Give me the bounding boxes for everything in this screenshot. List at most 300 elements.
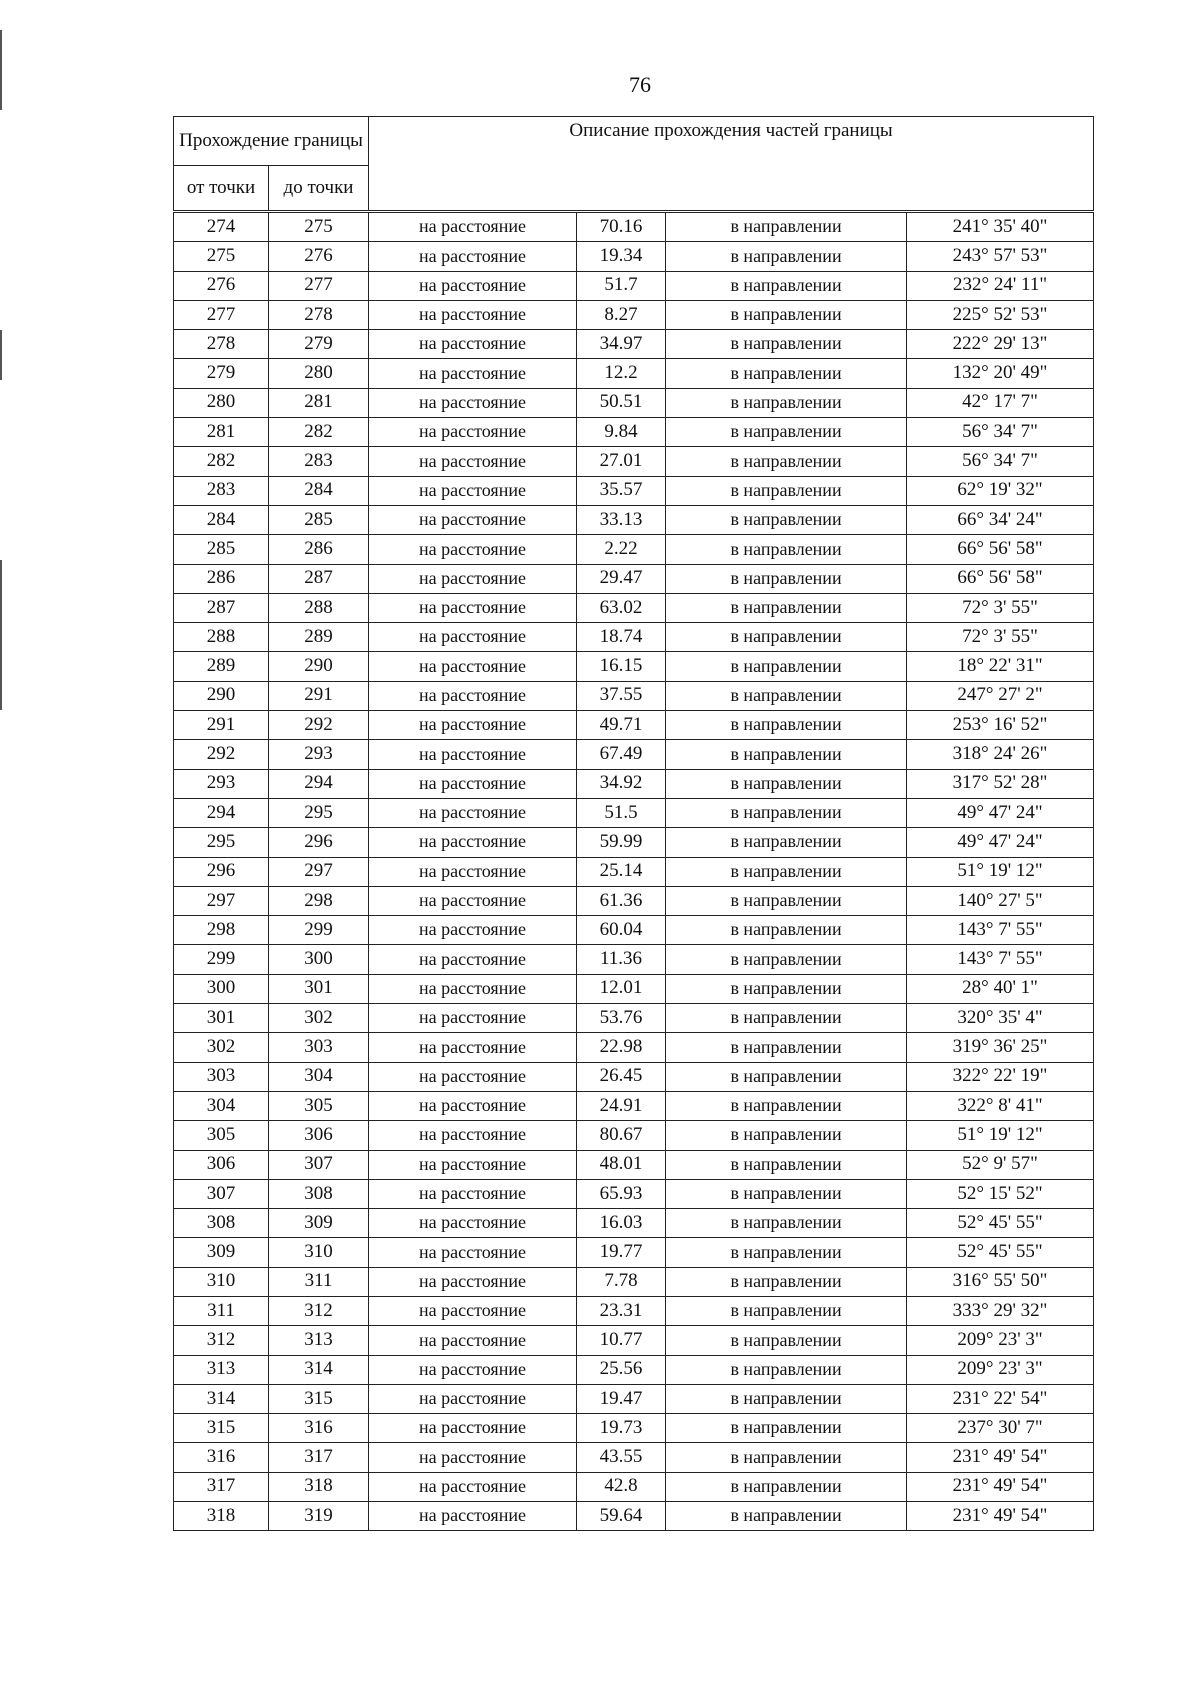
table-row xyxy=(174,359,1094,388)
to-point-cell: 319 xyxy=(269,1502,369,1531)
distance-label-cell: на расстояние xyxy=(369,1355,577,1384)
to-point-cell: 285 xyxy=(269,505,369,534)
to-point-cell: 305 xyxy=(269,1091,369,1120)
azimuth-cell: 231° 49' 54" xyxy=(907,1443,1094,1472)
distance-value-cell: 67.49 xyxy=(577,740,666,769)
from-point-cell: 293 xyxy=(174,769,269,798)
distance-value-cell: 9.84 xyxy=(577,418,666,447)
direction-label-cell: в направлении xyxy=(666,388,907,417)
distance-label-cell: на расстояние xyxy=(369,1033,577,1062)
to-point-cell: 307 xyxy=(269,1150,369,1179)
direction-label-cell: в направлении xyxy=(666,1033,907,1062)
distance-value-cell: 49.71 xyxy=(577,711,666,740)
direction-label-cell: в направлении xyxy=(666,447,907,476)
azimuth-cell: 143° 7' 55" xyxy=(907,945,1094,974)
from-point-cell: 276 xyxy=(174,271,269,300)
azimuth-cell: 225° 52' 53" xyxy=(907,300,1094,329)
distance-label-cell: на расстояние xyxy=(369,1121,577,1150)
distance-label-cell: на расстояние xyxy=(369,1502,577,1531)
direction-label-cell: в направлении xyxy=(666,1472,907,1501)
to-point-cell: 297 xyxy=(269,857,369,886)
from-point-cell: 287 xyxy=(174,593,269,622)
direction-label-cell: в направлении xyxy=(666,242,907,271)
distance-value-cell: 61.36 xyxy=(577,886,666,915)
table-row xyxy=(174,300,1094,329)
from-point-cell: 301 xyxy=(174,1004,269,1033)
distance-value-cell: 80.67 xyxy=(577,1121,666,1150)
distance-value-cell: 19.47 xyxy=(577,1384,666,1413)
azimuth-cell: 28° 40' 1" xyxy=(907,974,1094,1003)
distance-value-cell: 11.36 xyxy=(577,945,666,974)
table-row xyxy=(174,769,1094,798)
distance-value-cell: 65.93 xyxy=(577,1179,666,1208)
azimuth-cell: 318° 24' 26" xyxy=(907,740,1094,769)
distance-label-cell: на расстояние xyxy=(369,1091,577,1120)
direction-label-cell: в направлении xyxy=(666,1502,907,1531)
to-point-cell: 277 xyxy=(269,271,369,300)
direction-label-cell: в направлении xyxy=(666,916,907,945)
table-row xyxy=(174,1121,1094,1150)
distance-value-cell: 34.97 xyxy=(577,330,666,359)
from-point-cell: 283 xyxy=(174,476,269,505)
from-point-cell: 279 xyxy=(174,359,269,388)
direction-label-cell: в направлении xyxy=(666,330,907,359)
direction-label-cell: в направлении xyxy=(666,476,907,505)
azimuth-cell: 241° 35' 40" xyxy=(907,212,1094,242)
to-point-cell: 292 xyxy=(269,711,369,740)
distance-value-cell: 35.57 xyxy=(577,476,666,505)
to-point-cell: 275 xyxy=(269,212,369,242)
azimuth-cell: 66° 56' 58" xyxy=(907,564,1094,593)
azimuth-cell: 49° 47' 24" xyxy=(907,828,1094,857)
distance-label-cell: на расстояние xyxy=(369,271,577,300)
azimuth-cell: 231° 49' 54" xyxy=(907,1502,1094,1531)
distance-value-cell: 70.16 xyxy=(577,212,666,242)
to-point-cell: 309 xyxy=(269,1209,369,1238)
azimuth-cell: 243° 57' 53" xyxy=(907,242,1094,271)
direction-label-cell: в направлении xyxy=(666,300,907,329)
from-point-cell: 317 xyxy=(174,1472,269,1501)
distance-label-cell: на расстояние xyxy=(369,1326,577,1355)
table-row xyxy=(174,916,1094,945)
table-body xyxy=(174,212,1094,1531)
distance-value-cell: 25.14 xyxy=(577,857,666,886)
scan-edge-mark xyxy=(0,330,2,380)
table-row xyxy=(174,1004,1094,1033)
from-point-cell: 286 xyxy=(174,564,269,593)
direction-label-cell: в направлении xyxy=(666,945,907,974)
distance-value-cell: 59.99 xyxy=(577,828,666,857)
to-point-cell: 282 xyxy=(269,418,369,447)
azimuth-cell: 66° 34' 24" xyxy=(907,505,1094,534)
azimuth-cell: 52° 15' 52" xyxy=(907,1179,1094,1208)
table-row xyxy=(174,1296,1094,1325)
from-point-cell: 281 xyxy=(174,418,269,447)
distance-value-cell: 19.77 xyxy=(577,1238,666,1267)
table-row xyxy=(174,945,1094,974)
to-point-cell: 313 xyxy=(269,1326,369,1355)
from-point-cell: 313 xyxy=(174,1355,269,1384)
azimuth-cell: 231° 22' 54" xyxy=(907,1384,1094,1413)
to-point-cell: 303 xyxy=(269,1033,369,1062)
distance-label-cell: на расстояние xyxy=(369,652,577,681)
from-point-cell: 288 xyxy=(174,623,269,652)
to-point-cell: 314 xyxy=(269,1355,369,1384)
direction-label-cell: в направлении xyxy=(666,1267,907,1296)
table-row xyxy=(174,242,1094,271)
direction-label-cell: в направлении xyxy=(666,681,907,710)
to-point-cell: 280 xyxy=(269,359,369,388)
azimuth-cell: 51° 19' 12" xyxy=(907,857,1094,886)
direction-label-cell: в направлении xyxy=(666,711,907,740)
table-row xyxy=(174,1091,1094,1120)
table-row xyxy=(174,535,1094,564)
direction-label-cell: в направлении xyxy=(666,769,907,798)
distance-label-cell: на расстояние xyxy=(369,242,577,271)
distance-label-cell: на расстояние xyxy=(369,1209,577,1238)
table-row xyxy=(174,212,1094,242)
from-point-cell: 303 xyxy=(174,1062,269,1091)
to-point-cell: 289 xyxy=(269,623,369,652)
table-row xyxy=(174,593,1094,622)
to-point-cell: 318 xyxy=(269,1472,369,1501)
distance-value-cell: 43.55 xyxy=(577,1443,666,1472)
to-point-cell: 284 xyxy=(269,476,369,505)
distance-value-cell: 8.27 xyxy=(577,300,666,329)
table-row xyxy=(174,1267,1094,1296)
from-point-cell: 315 xyxy=(174,1414,269,1443)
distance-label-cell: на расстояние xyxy=(369,359,577,388)
scan-edge-mark xyxy=(0,560,2,710)
from-point-cell: 297 xyxy=(174,886,269,915)
distance-label-cell: на расстояние xyxy=(369,1150,577,1179)
distance-label-cell: на расстояние xyxy=(369,388,577,417)
from-point-cell: 290 xyxy=(174,681,269,710)
distance-value-cell: 19.34 xyxy=(577,242,666,271)
from-point-cell: 280 xyxy=(174,388,269,417)
azimuth-cell: 140° 27' 5" xyxy=(907,886,1094,915)
to-point-cell: 306 xyxy=(269,1121,369,1150)
distance-value-cell: 23.31 xyxy=(577,1296,666,1325)
distance-label-cell: на расстояние xyxy=(369,535,577,564)
from-point-cell: 306 xyxy=(174,1150,269,1179)
azimuth-cell: 66° 56' 58" xyxy=(907,535,1094,564)
azimuth-cell: 320° 35' 4" xyxy=(907,1004,1094,1033)
distance-value-cell: 37.55 xyxy=(577,681,666,710)
distance-label-cell: на расстояние xyxy=(369,974,577,1003)
distance-value-cell: 25.56 xyxy=(577,1355,666,1384)
distance-label-cell: на расстояние xyxy=(369,564,577,593)
distance-label-cell: на расстояние xyxy=(369,1238,577,1267)
to-point-cell: 295 xyxy=(269,798,369,827)
to-point-cell: 317 xyxy=(269,1443,369,1472)
distance-label-cell: на расстояние xyxy=(369,857,577,886)
direction-label-cell: в направлении xyxy=(666,359,907,388)
to-point-cell: 315 xyxy=(269,1384,369,1413)
to-point-cell: 308 xyxy=(269,1179,369,1208)
azimuth-cell: 49° 47' 24" xyxy=(907,798,1094,827)
direction-label-cell: в направлении xyxy=(666,886,907,915)
to-point-cell: 312 xyxy=(269,1296,369,1325)
distance-value-cell: 59.64 xyxy=(577,1502,666,1531)
direction-label-cell: в направлении xyxy=(666,1355,907,1384)
azimuth-cell: 56° 34' 7" xyxy=(907,447,1094,476)
from-point-cell: 282 xyxy=(174,447,269,476)
to-point-cell: 288 xyxy=(269,593,369,622)
page-number: 76 xyxy=(629,72,651,97)
direction-label-cell: в направлении xyxy=(666,828,907,857)
table-row xyxy=(174,886,1094,915)
azimuth-cell: 232° 24' 11" xyxy=(907,271,1094,300)
table-row xyxy=(174,1502,1094,1531)
direction-label-cell: в направлении xyxy=(666,1150,907,1179)
direction-label-cell: в направлении xyxy=(666,535,907,564)
distance-value-cell: 60.04 xyxy=(577,916,666,945)
distance-value-cell: 24.91 xyxy=(577,1091,666,1120)
to-point-cell: 296 xyxy=(269,828,369,857)
table-row xyxy=(174,652,1094,681)
from-point-cell: 296 xyxy=(174,857,269,886)
table-row xyxy=(174,418,1094,447)
distance-value-cell: 48.01 xyxy=(577,1150,666,1179)
from-point-cell: 285 xyxy=(174,535,269,564)
table-row xyxy=(174,1443,1094,1472)
azimuth-cell: 62° 19' 32" xyxy=(907,476,1094,505)
table-row xyxy=(174,330,1094,359)
direction-label-cell: в направлении xyxy=(666,418,907,447)
from-point-cell: 295 xyxy=(174,828,269,857)
to-point-cell: 281 xyxy=(269,388,369,417)
to-point-cell: 290 xyxy=(269,652,369,681)
table-row xyxy=(174,1384,1094,1413)
distance-value-cell: 63.02 xyxy=(577,593,666,622)
azimuth-cell: 56° 34' 7" xyxy=(907,418,1094,447)
azimuth-cell: 222° 29' 13" xyxy=(907,330,1094,359)
azimuth-cell: 317° 52' 28" xyxy=(907,769,1094,798)
distance-label-cell: на расстояние xyxy=(369,711,577,740)
to-point-cell: 310 xyxy=(269,1238,369,1267)
distance-label-cell: на расстояние xyxy=(369,447,577,476)
direction-label-cell: в направлении xyxy=(666,623,907,652)
header-description: Описание прохождения частей границы xyxy=(369,117,1094,212)
to-point-cell: 294 xyxy=(269,769,369,798)
distance-label-cell: на расстояние xyxy=(369,916,577,945)
direction-label-cell: в направлении xyxy=(666,1414,907,1443)
table-row xyxy=(174,711,1094,740)
from-point-cell: 310 xyxy=(174,1267,269,1296)
from-point-cell: 300 xyxy=(174,974,269,1003)
direction-label-cell: в направлении xyxy=(666,1238,907,1267)
distance-label-cell: на расстояние xyxy=(369,740,577,769)
direction-label-cell: в направлении xyxy=(666,593,907,622)
table-row xyxy=(174,974,1094,1003)
distance-value-cell: 7.78 xyxy=(577,1267,666,1296)
table-row xyxy=(174,828,1094,857)
distance-label-cell: на расстояние xyxy=(369,1267,577,1296)
to-point-cell: 283 xyxy=(269,447,369,476)
distance-value-cell: 33.13 xyxy=(577,505,666,534)
azimuth-cell: 231° 49' 54" xyxy=(907,1472,1094,1501)
table-row xyxy=(174,476,1094,505)
distance-value-cell: 27.01 xyxy=(577,447,666,476)
table-row xyxy=(174,798,1094,827)
distance-value-cell: 18.74 xyxy=(577,623,666,652)
to-point-cell: 316 xyxy=(269,1414,369,1443)
distance-label-cell: на расстояние xyxy=(369,945,577,974)
to-point-cell: 286 xyxy=(269,535,369,564)
azimuth-cell: 18° 22' 31" xyxy=(907,652,1094,681)
distance-label-cell: на расстояние xyxy=(369,769,577,798)
distance-value-cell: 29.47 xyxy=(577,564,666,593)
table-row xyxy=(174,1062,1094,1091)
table-row xyxy=(174,1179,1094,1208)
from-point-cell: 312 xyxy=(174,1326,269,1355)
distance-label-cell: на расстояние xyxy=(369,505,577,534)
distance-value-cell: 16.03 xyxy=(577,1209,666,1238)
direction-label-cell: в направлении xyxy=(666,1326,907,1355)
direction-label-cell: в направлении xyxy=(666,271,907,300)
distance-value-cell: 12.2 xyxy=(577,359,666,388)
table-row xyxy=(174,505,1094,534)
azimuth-cell: 237° 30' 7" xyxy=(907,1414,1094,1443)
distance-label-cell: на расстояние xyxy=(369,1384,577,1413)
table-row xyxy=(174,564,1094,593)
direction-label-cell: в направлении xyxy=(666,564,907,593)
table-row xyxy=(174,857,1094,886)
distance-label-cell: на расстояние xyxy=(369,828,577,857)
distance-label-cell: на расстояние xyxy=(369,212,577,242)
azimuth-cell: 132° 20' 49" xyxy=(907,359,1094,388)
distance-label-cell: на расстояние xyxy=(369,798,577,827)
direction-label-cell: в направлении xyxy=(666,1004,907,1033)
azimuth-cell: 322° 8' 41" xyxy=(907,1091,1094,1120)
table-row xyxy=(174,1414,1094,1443)
distance-label-cell: на расстояние xyxy=(369,886,577,915)
to-point-cell: 276 xyxy=(269,242,369,271)
direction-label-cell: в направлении xyxy=(666,1062,907,1091)
table-row xyxy=(174,388,1094,417)
table-row xyxy=(174,740,1094,769)
to-point-cell: 293 xyxy=(269,740,369,769)
azimuth-cell: 52° 45' 55" xyxy=(907,1238,1094,1267)
distance-value-cell: 51.5 xyxy=(577,798,666,827)
azimuth-cell: 322° 22' 19" xyxy=(907,1062,1094,1091)
direction-label-cell: в направлении xyxy=(666,1091,907,1120)
distance-value-cell: 16.15 xyxy=(577,652,666,681)
header-from-point: от точки xyxy=(174,166,269,212)
distance-value-cell: 10.77 xyxy=(577,1326,666,1355)
header-to-point: до точки xyxy=(269,166,369,212)
azimuth-cell: 52° 9' 57" xyxy=(907,1150,1094,1179)
azimuth-cell: 51° 19' 12" xyxy=(907,1121,1094,1150)
azimuth-cell: 72° 3' 55" xyxy=(907,593,1094,622)
to-point-cell: 302 xyxy=(269,1004,369,1033)
azimuth-cell: 333° 29' 32" xyxy=(907,1296,1094,1325)
scan-edge-mark xyxy=(0,30,2,110)
distance-value-cell: 50.51 xyxy=(577,388,666,417)
distance-label-cell: на расстояние xyxy=(369,1296,577,1325)
distance-label-cell: на расстояние xyxy=(369,1414,577,1443)
table-row xyxy=(174,1033,1094,1062)
table-row xyxy=(174,447,1094,476)
azimuth-cell: 143° 7' 55" xyxy=(907,916,1094,945)
distance-label-cell: на расстояние xyxy=(369,476,577,505)
distance-label-cell: на расстояние xyxy=(369,300,577,329)
boundary-table xyxy=(173,116,1094,1531)
to-point-cell: 298 xyxy=(269,886,369,915)
azimuth-cell: 316° 55' 50" xyxy=(907,1267,1094,1296)
distance-value-cell: 19.73 xyxy=(577,1414,666,1443)
direction-label-cell: в направлении xyxy=(666,740,907,769)
from-point-cell: 311 xyxy=(174,1296,269,1325)
from-point-cell: 289 xyxy=(174,652,269,681)
azimuth-cell: 52° 45' 55" xyxy=(907,1209,1094,1238)
from-point-cell: 292 xyxy=(174,740,269,769)
direction-label-cell: в направлении xyxy=(666,1179,907,1208)
azimuth-cell: 72° 3' 55" xyxy=(907,623,1094,652)
from-point-cell: 274 xyxy=(174,212,269,242)
direction-label-cell: в направлении xyxy=(666,798,907,827)
table-row xyxy=(174,1150,1094,1179)
to-point-cell: 299 xyxy=(269,916,369,945)
table-row xyxy=(174,1238,1094,1267)
distance-value-cell: 42.8 xyxy=(577,1472,666,1501)
distance-value-cell: 22.98 xyxy=(577,1033,666,1062)
table-row xyxy=(174,623,1094,652)
from-point-cell: 291 xyxy=(174,711,269,740)
from-point-cell: 308 xyxy=(174,1209,269,1238)
distance-label-cell: на расстояние xyxy=(369,1004,577,1033)
to-point-cell: 278 xyxy=(269,300,369,329)
from-point-cell: 298 xyxy=(174,916,269,945)
distance-value-cell: 2.22 xyxy=(577,535,666,564)
direction-label-cell: в направлении xyxy=(666,505,907,534)
from-point-cell: 307 xyxy=(174,1179,269,1208)
from-point-cell: 309 xyxy=(174,1238,269,1267)
distance-label-cell: на расстояние xyxy=(369,593,577,622)
direction-label-cell: в направлении xyxy=(666,974,907,1003)
table-row xyxy=(174,1326,1094,1355)
distance-label-cell: на расстояние xyxy=(369,1179,577,1208)
distance-value-cell: 26.45 xyxy=(577,1062,666,1091)
azimuth-cell: 42° 17' 7" xyxy=(907,388,1094,417)
table-row xyxy=(174,1472,1094,1501)
from-point-cell: 318 xyxy=(174,1502,269,1531)
to-point-cell: 301 xyxy=(269,974,369,1003)
distance-label-cell: на расстояние xyxy=(369,418,577,447)
from-point-cell: 305 xyxy=(174,1121,269,1150)
distance-label-cell: на расстояние xyxy=(369,1062,577,1091)
direction-label-cell: в направлении xyxy=(666,652,907,681)
to-point-cell: 300 xyxy=(269,945,369,974)
distance-label-cell: на расстояние xyxy=(369,623,577,652)
from-point-cell: 302 xyxy=(174,1033,269,1062)
distance-value-cell: 12.01 xyxy=(577,974,666,1003)
direction-label-cell: в направлении xyxy=(666,1384,907,1413)
azimuth-cell: 209° 23' 3" xyxy=(907,1326,1094,1355)
to-point-cell: 287 xyxy=(269,564,369,593)
distance-label-cell: на расстояние xyxy=(369,330,577,359)
from-point-cell: 278 xyxy=(174,330,269,359)
direction-label-cell: в направлении xyxy=(666,1121,907,1150)
to-point-cell: 291 xyxy=(269,681,369,710)
from-point-cell: 277 xyxy=(174,300,269,329)
azimuth-cell: 253° 16' 52" xyxy=(907,711,1094,740)
to-point-cell: 311 xyxy=(269,1267,369,1296)
azimuth-cell: 319° 36' 25" xyxy=(907,1033,1094,1062)
from-point-cell: 299 xyxy=(174,945,269,974)
table-row xyxy=(174,1355,1094,1384)
